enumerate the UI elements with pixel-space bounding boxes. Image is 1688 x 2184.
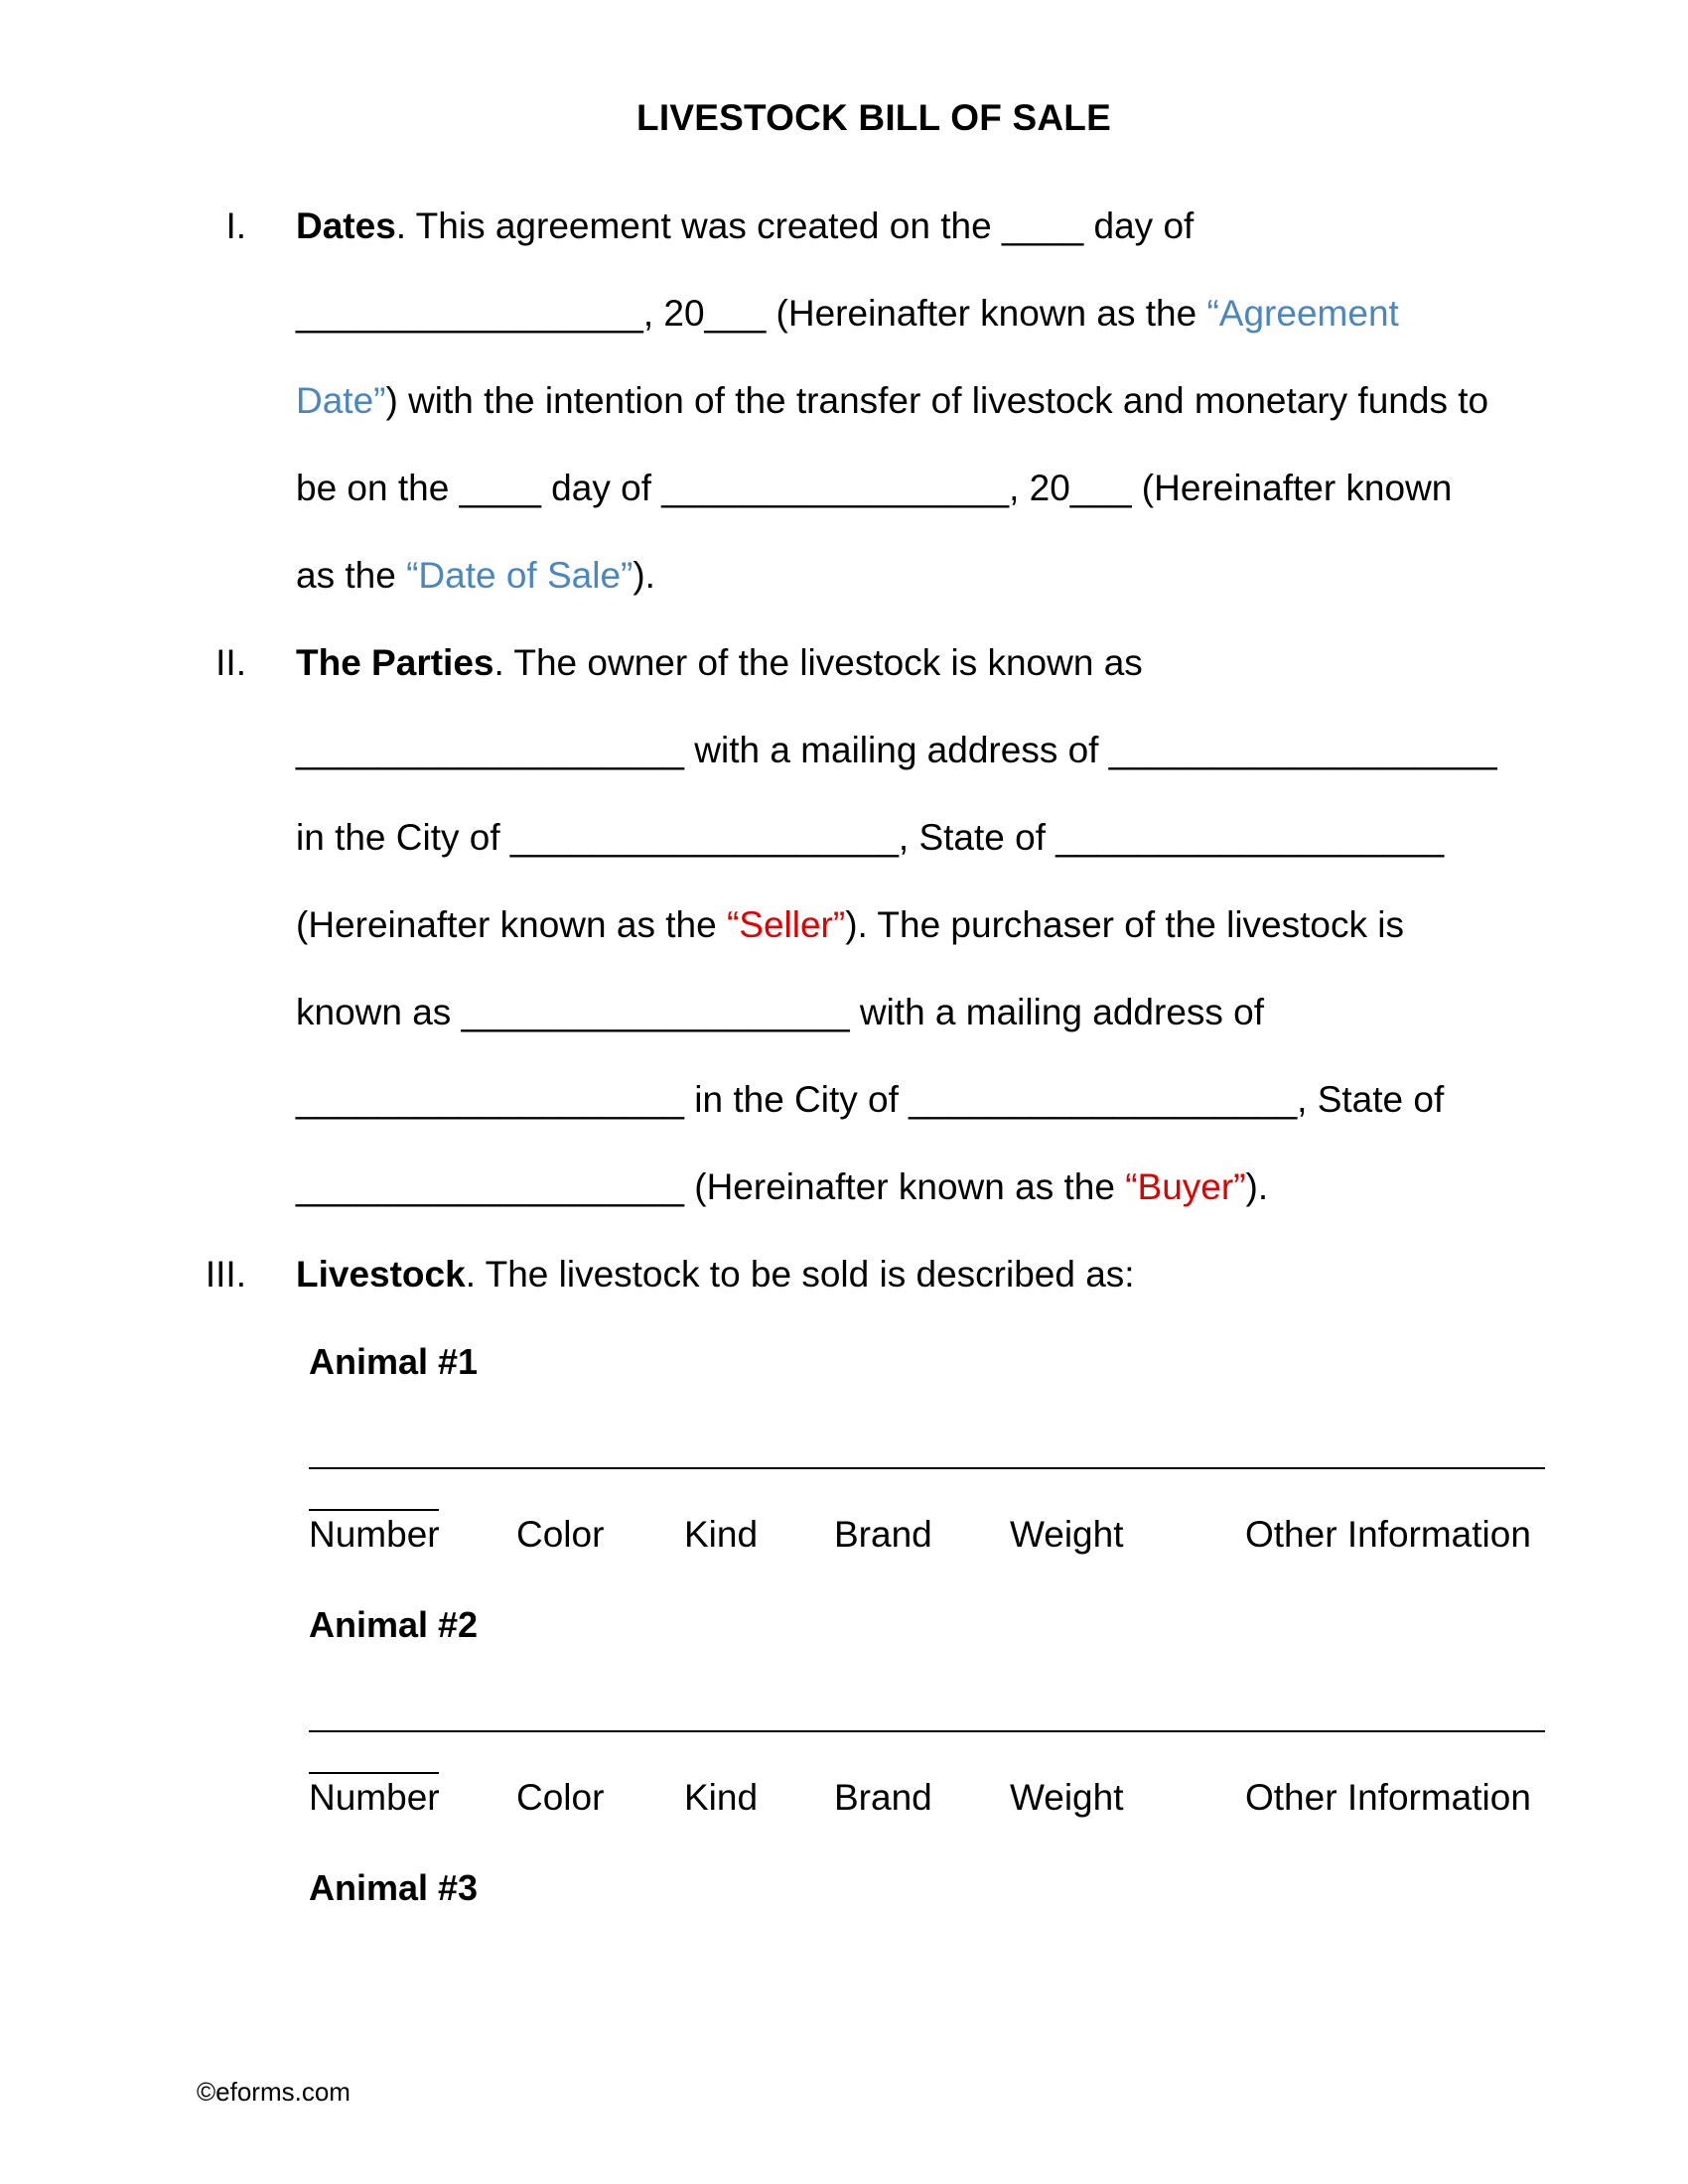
parties-line-3: in the City of ___________________, State of ___________________	[296, 817, 1445, 858]
animal-2-heading: Animal #2	[309, 1604, 479, 1645]
animal-1-col-color: Color	[516, 1514, 605, 1555]
section-number-parties: II.	[215, 642, 246, 683]
animal-2-col-number: Number	[309, 1777, 440, 1818]
dates-text-5c: ).	[633, 555, 655, 596]
footer-copyright: ©eforms.com	[197, 2077, 351, 2107]
section-heading-parties: The Parties	[296, 642, 494, 683]
section-heading-livestock: Livestock	[296, 1254, 466, 1295]
parties-text-4a: (Hereinafter known as the	[296, 904, 727, 945]
dates-text-2: _________________, 20___ (Hereinafter known as the	[296, 293, 1207, 334]
parties-line-7	[296, 1166, 1268, 1208]
dates-text-1: . This agreement was created on the ____ day of	[395, 205, 1195, 246]
livestock-line-1	[296, 1254, 1135, 1296]
dates-line-4: be on the ____ day of _________________, 20___ (Hereinafter known	[296, 468, 1453, 508]
animal-1-col-brand: Brand	[834, 1514, 932, 1555]
date-of-sale-term: “Date of Sale”	[406, 555, 633, 596]
animal-1-col-kind: Kind	[684, 1514, 759, 1555]
animal-2-col-color: Color	[516, 1777, 605, 1818]
animal-2-col-weight: Weight	[1010, 1777, 1124, 1818]
section-number-livestock: III.	[205, 1254, 246, 1295]
buyer-term: “Buyer”	[1125, 1166, 1246, 1207]
animal-1-blank-line-overflow	[309, 1509, 439, 1511]
animal-2-blank-line[interactable]	[309, 1730, 1545, 1732]
animal-1-blank-line[interactable]	[309, 1467, 1545, 1469]
parties-line-4	[296, 904, 1404, 946]
document-title: LIVESTOCK BILL OF SALE	[636, 97, 1111, 138]
dates-text-3: ) with the intention of the transfer of livestock and monetary funds to	[385, 380, 1489, 421]
section-heading-dates: Dates	[296, 205, 396, 246]
parties-text-1: . The owner of the livestock is known as	[493, 642, 1143, 683]
animal-3-heading: Animal #3	[309, 1867, 479, 1908]
animal-1-col-weight: Weight	[1010, 1514, 1124, 1555]
dates-text-5a: as the	[296, 555, 407, 596]
parties-line-2: ___________________ with a mailing address of ___________________	[296, 730, 1497, 770]
parties-line-5: known as ___________________ with a mailing address of	[296, 992, 1265, 1032]
dates-line-2	[296, 293, 1399, 335]
dates-line-5	[296, 555, 655, 597]
animal-2-col-other: Other Information	[1245, 1777, 1531, 1818]
parties-line-6: ___________________ in the City of ___________________, State of	[296, 1079, 1445, 1120]
dates-line-1	[296, 205, 1194, 247]
dates-line-3	[296, 380, 1488, 422]
animal-2-blank-line-overflow	[309, 1772, 439, 1774]
agreement-date-term-2: Date”	[296, 380, 386, 421]
agreement-date-term-1: “Agreement	[1206, 293, 1399, 334]
animal-2-col-kind: Kind	[684, 1777, 759, 1818]
animal-2-col-brand: Brand	[834, 1777, 932, 1818]
animal-1-col-number: Number	[309, 1514, 440, 1555]
parties-line-1	[296, 642, 1143, 684]
seller-term: “Seller”	[726, 904, 846, 945]
parties-text-7a: ___________________ (Hereinafter known as the	[296, 1166, 1126, 1207]
animal-1-col-other: Other Information	[1245, 1514, 1531, 1555]
parties-text-7c: ).	[1245, 1166, 1269, 1207]
animal-1-heading: Animal #1	[309, 1341, 479, 1382]
section-number-dates: I.	[225, 205, 246, 246]
livestock-text-1: . The livestock to be sold is described as:	[465, 1254, 1135, 1295]
parties-text-4c: ). The purchaser of the livestock is	[845, 904, 1404, 945]
